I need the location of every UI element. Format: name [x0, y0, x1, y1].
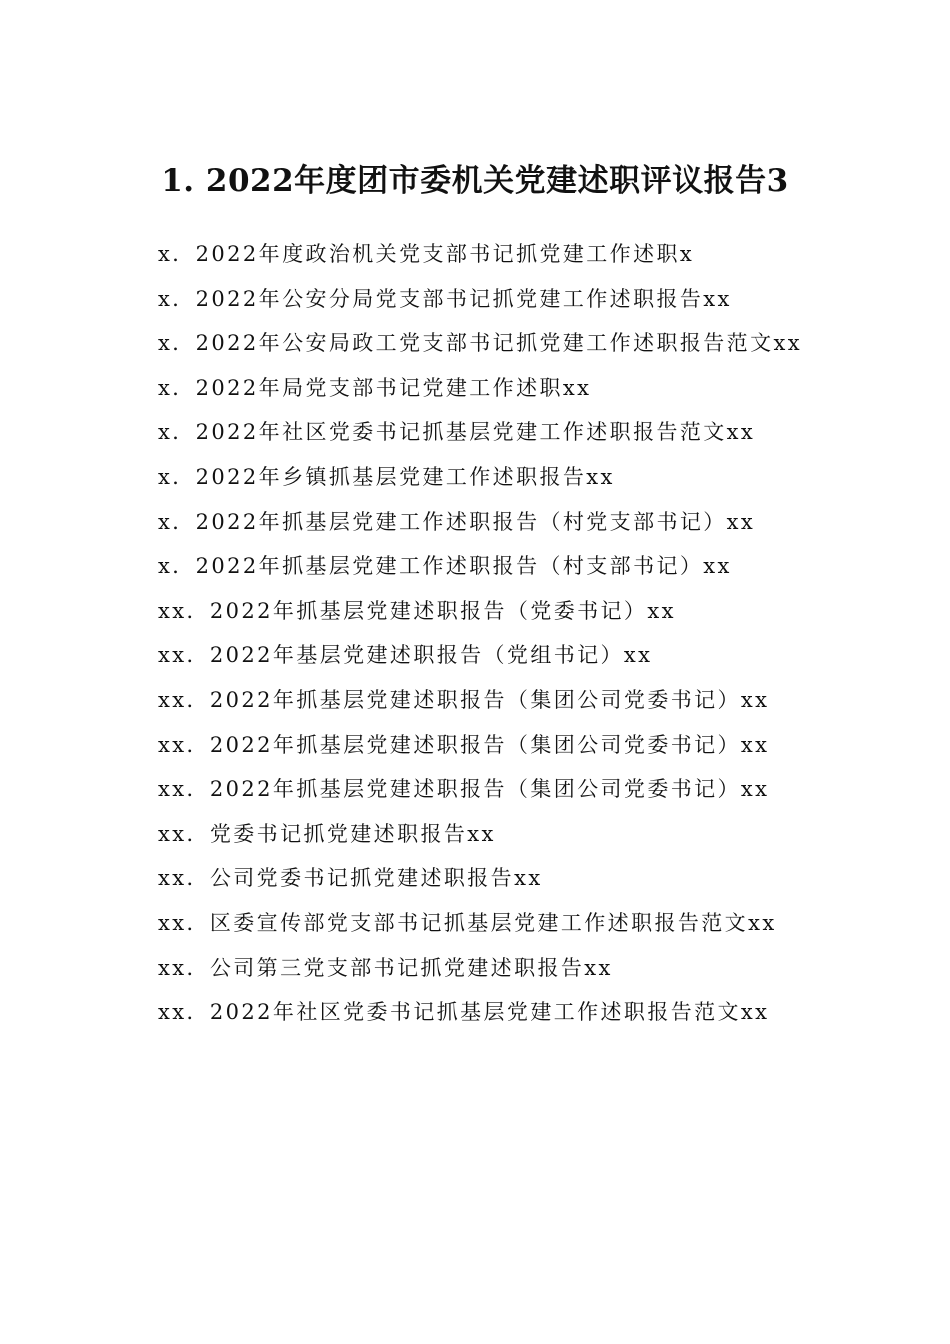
toc-item: xx．党委书记抓党建述职报告xx	[158, 821, 496, 846]
toc-item: x．2022年乡镇抓基层党建工作述职报告xx	[158, 464, 615, 489]
toc-item: xx．公司党委书记抓党建述职报告xx	[158, 866, 543, 891]
toc-item: x．2022年局党支部书记党建工作述职xx	[158, 375, 592, 400]
toc-item: x．2022年公安分局党支部书记抓党建工作述职报告xx	[158, 286, 732, 311]
document-title: 1. 2022年度团市委机关党建述职评议报告3	[161, 162, 789, 199]
toc-item: xx．2022年抓基层党建述职报告（党委书记）xx	[158, 598, 676, 623]
toc-item: x．2022年抓基层党建工作述职报告（村党支部书记）xx	[158, 509, 756, 534]
toc-item: x．2022年公安局政工党支部书记抓党建工作述职报告范文xx	[158, 331, 802, 356]
toc-item: x．2022年抓基层党建工作述职报告（村支部书记）xx	[158, 554, 732, 579]
toc-item: xx．2022年抓基层党建述职报告（集团公司党委书记）xx	[158, 777, 770, 802]
table-of-contents	[118, 232, 830, 1035]
toc-item: xx．2022年抓基层党建述职报告（集团公司党委书记）xx	[158, 687, 770, 712]
toc-item: x．2022年度政治机关党支部书记抓党建工作述职x	[158, 242, 695, 266]
toc-item: xx．公司第三党支部书记抓党建述职报告xx	[158, 955, 613, 980]
toc-item: xx．2022年社区党委书记抓基层党建工作述职报告范文xx	[158, 1000, 770, 1025]
toc-item: xx．区委宣传部党支部书记抓基层党建工作述职报告范文xx	[158, 910, 777, 935]
toc-item: xx．2022年抓基层党建述职报告（集团公司党委书记）xx	[158, 732, 770, 757]
toc-item: x．2022年社区党委书记抓基层党建工作述职报告范文xx	[158, 420, 756, 445]
toc-item: xx．2022年基层党建述职报告（党组书记）xx	[158, 643, 653, 668]
